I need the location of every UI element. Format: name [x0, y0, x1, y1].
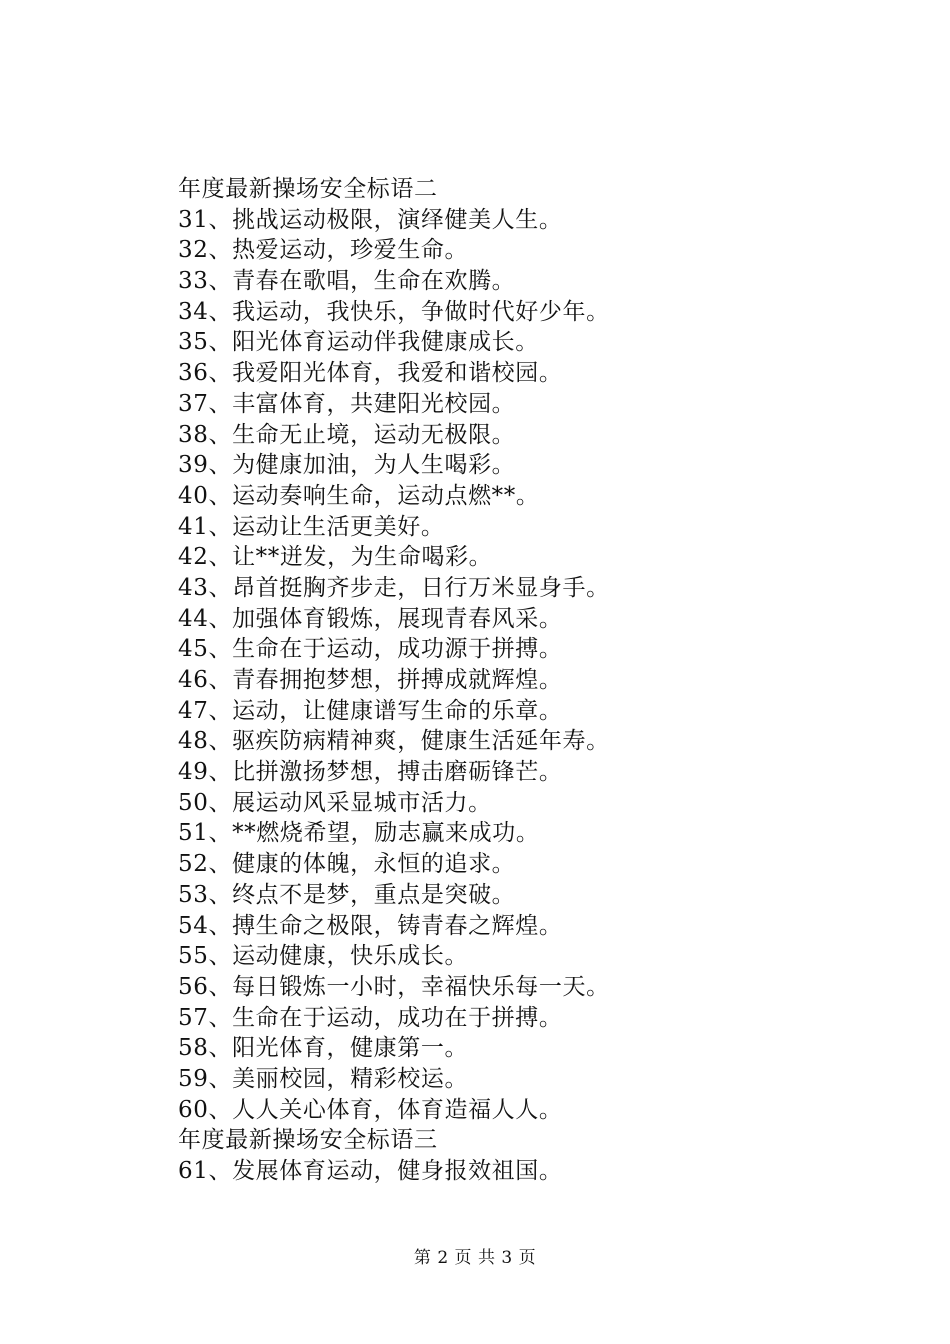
- slogan-line: 61、发展体育运动，健身报效祖国。: [178, 1158, 563, 1184]
- slogan-line: 38、生命无止境，运动无极限。: [178, 421, 516, 448]
- slogan-line: 35、阳光体育运动伴我健康成长。: [178, 329, 539, 356]
- slogan-line: 58、阳光体育，健康第一。: [178, 1035, 469, 1062]
- section-heading: 年度最新操场安全标语二: [178, 176, 438, 202]
- section-heading: 年度最新操场安全标语三: [178, 1127, 438, 1154]
- slogan-line: 56、每日锻炼一小时，幸福快乐每一天。: [178, 973, 610, 1000]
- slogan-line: 53、终点不是梦，重点是突破。: [178, 881, 516, 908]
- slogan-line: 50、展运动风采显城市活力。: [178, 789, 492, 816]
- slogan-line: 51、**燃烧希望，励志赢来成功。: [178, 820, 540, 847]
- slogan-line: 39、为健康加油，为人生喝彩。: [178, 452, 516, 479]
- page-footer: 第 2 页 共 3 页: [413, 1248, 537, 1268]
- slogan-line: 36、我爱阳光体育，我爱和谐校园。: [178, 360, 563, 387]
- slogan-line: 40、运动奏响生命，运动点燃**。: [178, 482, 540, 509]
- slogan-line: 34、我运动，我快乐，争做时代好少年。: [178, 298, 610, 325]
- slogan-line: 47、运动，让健康谱写生命的乐章。: [178, 697, 563, 724]
- slogan-line: 41、运动让生活更美好。: [178, 513, 445, 540]
- slogan-line: 52、健康的体魄，永恒的追求。: [178, 851, 516, 878]
- slogan-line: 31、挑战运动极限，演绎健美人生。: [178, 206, 563, 233]
- slogan-line: 42、让**迸发，为生命喝彩。: [178, 544, 493, 571]
- slogan-line: 55、运动健康，快乐成长。: [178, 943, 469, 970]
- slogan-line: 37、丰富体育，共建阳光校园。: [178, 390, 516, 417]
- slogan-line: 48、驱疾防病精神爽，健康生活延年寿。: [178, 728, 610, 755]
- slogan-line: 57、生命在于运动，成功在于拼搏。: [178, 1004, 563, 1031]
- slogan-line: 59、美丽校园，精彩校运。: [178, 1065, 469, 1092]
- slogan-line: 44、加强体育锻炼，展现青春风采。: [178, 605, 563, 632]
- slogan-line: 45、生命在于运动，成功源于拼搏。: [178, 636, 563, 663]
- slogan-line: 60、人人关心体育，体育造福人人。: [178, 1096, 563, 1123]
- slogan-line: 46、青春拥抱梦想，拼搏成就辉煌。: [178, 667, 563, 693]
- document-body: [178, 174, 878, 1187]
- slogan-line: 43、昂首挺胸齐步走，日行万米显身手。: [178, 574, 610, 601]
- slogan-line: 32、热爱运动，珍爱生命。: [178, 237, 469, 264]
- slogan-line: 33、青春在歌唱，生命在欢腾。: [178, 268, 516, 295]
- slogan-line: 54、搏生命之极限，铸青春之辉煌。: [178, 912, 563, 939]
- slogan-line: 49、比拼激扬梦想，搏击磨砺锋芒。: [178, 759, 563, 786]
